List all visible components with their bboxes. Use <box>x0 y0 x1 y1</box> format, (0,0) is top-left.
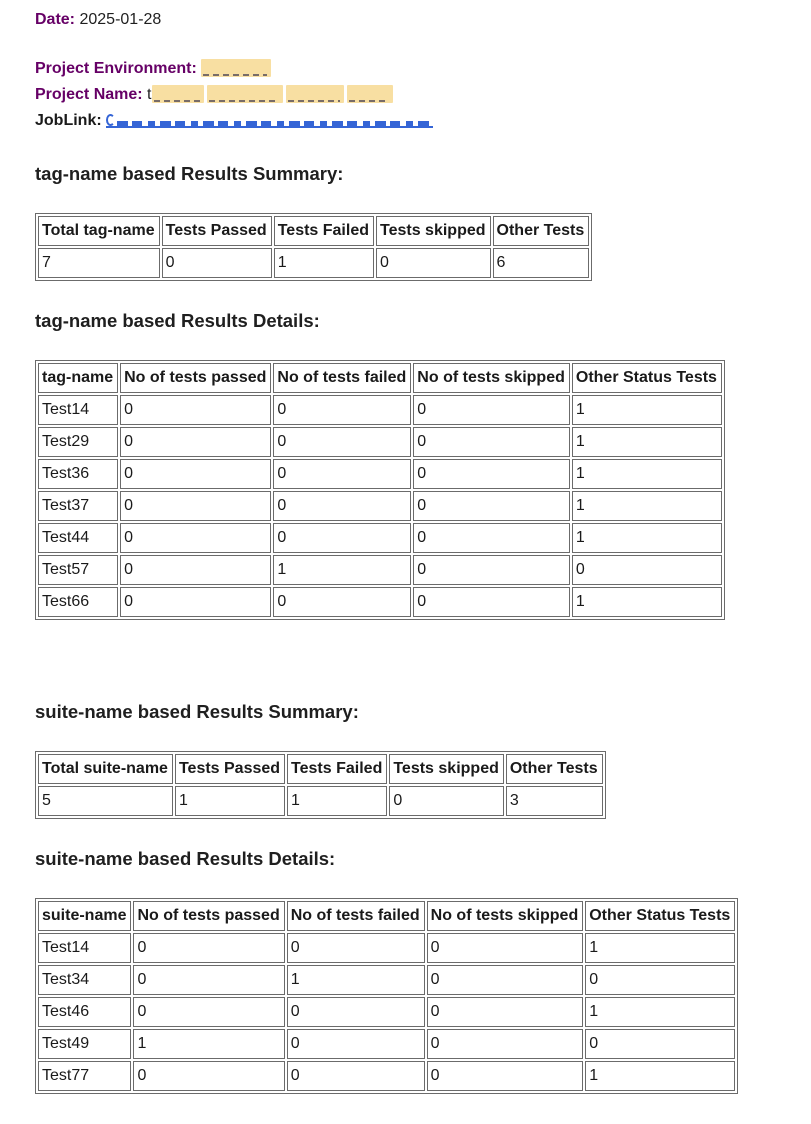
job-link[interactable] <box>106 111 433 128</box>
column-header: Tests Failed <box>274 216 374 246</box>
table-cell: 5 <box>38 786 173 816</box>
table-cell: 0 <box>273 395 411 425</box>
column-header: No of tests skipped <box>413 363 570 393</box>
column-header: Other Tests <box>506 754 603 784</box>
table-row <box>38 459 722 489</box>
table-row <box>38 395 722 425</box>
table-cell: Test34 <box>38 965 131 995</box>
table-cell: 0 <box>413 523 570 553</box>
table-cell: 0 <box>120 459 271 489</box>
table-row <box>38 786 603 816</box>
table-cell: 0 <box>120 491 271 521</box>
table-cell: 1 <box>585 933 735 963</box>
table-cell: 0 <box>413 459 570 489</box>
table-row <box>38 523 722 553</box>
table-cell: 0 <box>413 395 570 425</box>
date-value: 2025-01-28 <box>79 11 162 28</box>
table-cell: 1 <box>133 1029 284 1059</box>
table-cell: 1 <box>287 965 425 995</box>
table-cell: 0 <box>287 1061 425 1091</box>
table-cell: 0 <box>287 997 425 1027</box>
column-header: No of tests passed <box>133 901 284 931</box>
joblink-line <box>35 108 801 134</box>
table-cell: 0 <box>273 523 411 553</box>
table-row <box>38 997 735 1027</box>
table-cell: 0 <box>120 395 271 425</box>
table-cell: 7 <box>38 248 160 278</box>
table-cell: 0 <box>133 933 284 963</box>
table-cell: 0 <box>427 965 584 995</box>
column-header: No of tests passed <box>120 363 271 393</box>
column-header: Tests Passed <box>162 216 272 246</box>
table-cell: 0 <box>120 427 271 457</box>
table-cell: 0 <box>120 555 271 585</box>
column-header: No of tests failed <box>287 901 425 931</box>
table-cell: 0 <box>273 427 411 457</box>
project-name-visible-prefix: t <box>147 86 152 103</box>
table-cell: 1 <box>572 395 722 425</box>
column-header: Tests Failed <box>287 754 387 784</box>
table-cell: 0 <box>133 965 284 995</box>
table-cell: 1 <box>274 248 374 278</box>
tag-details-heading: tag-name based Results Details: <box>35 310 320 331</box>
table-cell: 1 <box>585 1061 735 1091</box>
suite-details-heading: suite-name based Results Details: <box>35 848 336 869</box>
table-cell: Test14 <box>38 933 131 963</box>
column-header: Other Status Tests <box>572 363 722 393</box>
table-cell: Test37 <box>38 491 118 521</box>
table-cell: 0 <box>572 555 722 585</box>
section-gap <box>35 620 801 672</box>
table-cell: 1 <box>572 587 722 617</box>
table-cell: 0 <box>427 933 584 963</box>
project-environment-line <box>35 56 801 82</box>
table-cell: 0 <box>287 1029 425 1059</box>
redacted-project-name-part <box>152 85 204 103</box>
redacted-project-name-part <box>286 85 344 103</box>
table-cell: 0 <box>389 786 504 816</box>
column-header: No of tests skipped <box>427 901 584 931</box>
table-cell: 0 <box>427 1029 584 1059</box>
table-cell: Test14 <box>38 395 118 425</box>
header-row <box>38 216 589 246</box>
column-header: Other Tests <box>493 216 590 246</box>
table-cell: Test49 <box>38 1029 131 1059</box>
column-header: suite-name <box>38 901 131 931</box>
column-header: Total tag-name <box>38 216 160 246</box>
tag-summary-heading: tag-name based Results Summary: <box>35 163 344 184</box>
table-cell: 0 <box>133 997 284 1027</box>
column-header: Total suite-name <box>38 754 173 784</box>
table-row <box>38 933 735 963</box>
table-cell: Test77 <box>38 1061 131 1091</box>
table-row <box>38 555 722 585</box>
table-cell: 0 <box>273 491 411 521</box>
table-row <box>38 587 722 617</box>
table-cell: 1 <box>572 427 722 457</box>
table-cell: 1 <box>175 786 285 816</box>
redacted-project-environment-value <box>201 59 271 77</box>
table-cell: 0 <box>162 248 272 278</box>
table-cell: 0 <box>585 965 735 995</box>
column-header: No of tests failed <box>273 363 411 393</box>
tag-summary-table <box>35 213 592 281</box>
table-cell: 0 <box>413 427 570 457</box>
table-cell: Test57 <box>38 555 118 585</box>
table-cell: 1 <box>572 459 722 489</box>
header-row <box>38 363 722 393</box>
table-cell: 0 <box>413 491 570 521</box>
redacted-project-name-part <box>347 85 393 103</box>
table-cell: Test44 <box>38 523 118 553</box>
column-header: Tests skipped <box>376 216 491 246</box>
table-row <box>38 965 735 995</box>
table-cell: Test46 <box>38 997 131 1027</box>
table-row <box>38 248 589 278</box>
table-cell: 1 <box>572 491 722 521</box>
suite-summary-heading: suite-name based Results Summary: <box>35 701 359 722</box>
table-cell: 1 <box>287 786 387 816</box>
header-row <box>38 754 603 784</box>
table-cell: 0 <box>273 459 411 489</box>
table-cell: 0 <box>287 933 425 963</box>
table-cell: 0 <box>133 1061 284 1091</box>
suite-summary-table <box>35 751 606 819</box>
table-cell: 0 <box>427 997 584 1027</box>
redacted-link-glyph <box>106 114 115 126</box>
table-cell: Test29 <box>38 427 118 457</box>
table-cell: 1 <box>585 997 735 1027</box>
date-label: Date: <box>35 11 76 28</box>
table-cell: 0 <box>120 523 271 553</box>
column-header: Other Status Tests <box>585 901 735 931</box>
table-row <box>38 491 722 521</box>
column-header: tag-name <box>38 363 118 393</box>
table-row <box>38 1029 735 1059</box>
table-cell: 1 <box>273 555 411 585</box>
table-cell: 0 <box>585 1029 735 1059</box>
date-line <box>35 11 801 29</box>
table-cell: 0 <box>376 248 491 278</box>
project-name-label: Project Name: <box>35 86 143 103</box>
redacted-project-name-part <box>207 85 283 103</box>
suite-details-table <box>35 898 738 1094</box>
column-header: Tests skipped <box>389 754 504 784</box>
tag-details-table <box>35 360 725 620</box>
project-environment-label: Project Environment: <box>35 60 197 77</box>
column-header: Tests Passed <box>175 754 285 784</box>
project-name-line <box>35 82 801 108</box>
redacted-link-text <box>117 121 432 126</box>
table-cell: 0 <box>120 587 271 617</box>
table-cell: 1 <box>572 523 722 553</box>
joblink-label: JobLink: <box>35 112 102 129</box>
table-cell: Test36 <box>38 459 118 489</box>
header-row <box>38 901 735 931</box>
table-cell: 0 <box>273 587 411 617</box>
table-cell: 6 <box>493 248 590 278</box>
table-cell: Test66 <box>38 587 118 617</box>
table-row <box>38 427 722 457</box>
table-cell: 0 <box>413 587 570 617</box>
table-cell: 0 <box>427 1061 584 1091</box>
table-cell: 0 <box>413 555 570 585</box>
table-cell: 3 <box>506 786 603 816</box>
table-row <box>38 1061 735 1091</box>
